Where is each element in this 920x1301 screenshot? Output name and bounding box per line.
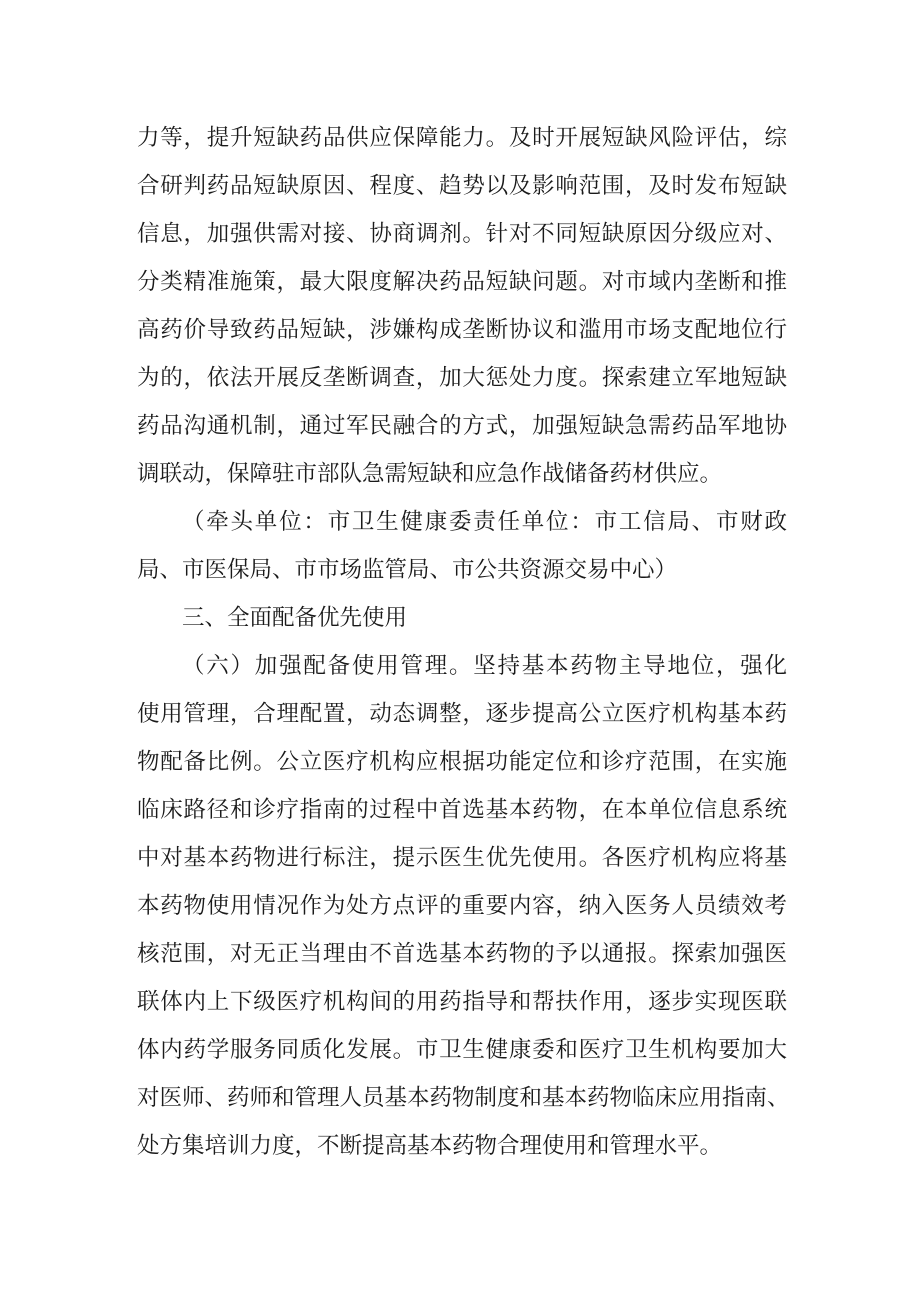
lead-units-note-line: 局、市医保局、市市场监管局、市公共资源交易中心） — [137, 557, 678, 583]
text-line: 中对基本药物进行标注，提示医生优先使用。各医疗机构应将基 — [137, 845, 787, 871]
text-line: 使用管理，合理配置，动态调整，逐步提高公立医疗机构基本药 — [137, 701, 787, 727]
text-line: 体内药学服务同质化发展。市卫生健康委和医疗卫生机构要加大 — [137, 1037, 787, 1063]
text-line: 本药物使用情况作为处方点评的重要内容，纳入医务人员绩效考 — [137, 893, 787, 919]
text-line: 信息，加强供需对接、协商调剂。针对不同短缺原因分级应对、 — [137, 221, 787, 247]
text-line: 物配备比例。公立医疗机构应根据功能定位和诊疗范围，在实施 — [137, 749, 787, 775]
text-line: 高药价导致药品短缺，涉嫌构成垄断协议和滥用市场支配地位行 — [137, 317, 787, 343]
text-line: （六）加强配备使用管理。坚持基本药物主导地位，强化 — [182, 653, 787, 679]
text-line: 药品沟通机制，通过军民融合的方式，加强短缺急需药品军地协 — [137, 413, 787, 439]
text-line: 分类精准施策，最大限度解决药品短缺问题。对市域内垄断和推 — [137, 269, 787, 295]
text-line: 联体内上下级医疗机构间的用药指导和帮扶作用，逐步实现医联 — [137, 989, 787, 1015]
text-line: 为的，依法开展反垄断调查，加大惩处力度。探索建立军地短缺 — [137, 365, 787, 391]
text-line: 力等，提升短缺药品供应保障能力。及时开展短缺风险评估，综 — [137, 125, 787, 151]
text-line: 调联动，保障驻市部队急需短缺和应急作战储备药材供应。 — [137, 461, 723, 487]
text-line: 临床路径和诊疗指南的过程中首选基本药物，在本单位信息系统 — [137, 797, 787, 823]
text-line: 处方集培训力度，不断提高基本药物合理使用和管理水平。 — [137, 1133, 723, 1159]
text-line: 对医师、药师和管理人员基本药物制度和基本药物临床应用指南、 — [137, 1085, 790, 1111]
text-line: 合研判药品短缺原因、程度、趋势以及影响范围，及时发布短缺 — [137, 173, 787, 199]
lead-units-note-line: （牵头单位：市卫生健康委责任单位：市工信局、市财政 — [182, 509, 787, 535]
text-line: 核范围，对无正当理由不首选基本药物的予以通报。探索加强医 — [137, 941, 787, 967]
section-heading: 三、全面配备优先使用 — [182, 605, 408, 631]
